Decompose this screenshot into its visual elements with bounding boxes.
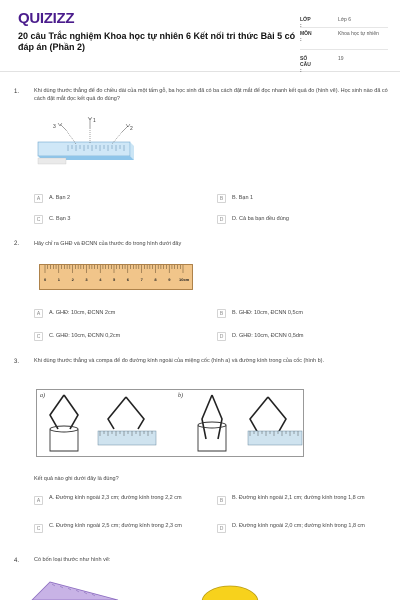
ruler-number: 0 [44, 277, 47, 282]
worksheet-header [0, 0, 400, 72]
option-letter-box[interactable]: B [217, 194, 226, 203]
rulers-figure [30, 572, 260, 600]
question-text: Hãy chỉ ra GHĐ và ĐCNN của thước đo trong hình dưới đây [34, 241, 182, 247]
option-text: A. Đường kính ngoài 2,3 cm; đường kính trong 2,2 cm [49, 495, 182, 501]
meta-subject-label: MÔN : [300, 31, 312, 43]
compass-cup-figure [36, 389, 304, 457]
figure-a-label: a) [40, 393, 45, 399]
ruler-number: 5 [113, 277, 116, 282]
option-letter-box[interactable]: C [34, 215, 43, 224]
ruler-number: 4 [99, 277, 102, 282]
question-text: Có bốn loại thước như hình vẽ: [34, 557, 111, 563]
option-letter-box[interactable]: B [217, 496, 226, 505]
meta-grade-value: Lớp 6 [338, 17, 352, 23]
option-text: B. Đường kính ngoài 2,1 cm; đường kính trong 1,8 cm [232, 495, 365, 501]
option-text: C. Bạn 3 [49, 216, 71, 222]
eye-label-2: 2 [130, 126, 133, 132]
option-letter-box[interactable]: A [34, 496, 43, 505]
meta-divider [300, 27, 388, 28]
set-square-image [32, 582, 118, 600]
option-text: B. Bạn 1 [232, 195, 254, 201]
option-text: C. GHĐ: 10cm, ĐCNN 0,2cm [49, 333, 121, 339]
option-text: D. GHĐ: 10cm, ĐCNN 0,5dm [232, 333, 304, 339]
eye-label-3: 3 [53, 124, 56, 130]
option-text: A. GHĐ: 10cm, ĐCNN 2cm [49, 310, 116, 316]
question-number: 3. [14, 359, 20, 365]
ruler-number: 2 [71, 277, 74, 282]
figure-b-label: b) [178, 393, 183, 399]
ruler-number: 1 [57, 277, 61, 282]
option-letter-box[interactable]: D [217, 524, 226, 533]
option-letter-box[interactable]: C [34, 524, 43, 533]
option-letter-box[interactable]: D [217, 215, 226, 224]
option-letter-box[interactable]: D [217, 332, 226, 341]
option-letter-box[interactable]: B [217, 309, 226, 318]
option-text: C. Đường kính ngoài 2,5 cm; đường kính trong 2,3 cm [49, 523, 182, 529]
option-letter-box[interactable]: C [34, 332, 43, 341]
worksheet-title: 20 câu Trắc nghiệm Khoa học tự nhiên 6 Kết nối tri thức Bài 5 có đáp án (Phần 2) [18, 31, 296, 52]
option-letter-box[interactable]: A [34, 194, 43, 203]
meta-divider [300, 49, 388, 50]
question-number: 4. [14, 558, 20, 564]
option-letter-box[interactable]: A [34, 309, 43, 318]
option-text: D. Cả ba bạn đều đúng [232, 216, 289, 222]
tape-measure-image [202, 586, 258, 600]
meta-grade-label: LỚP : [300, 17, 311, 29]
wood-ruler-figure [34, 114, 138, 176]
ruler-number: 3 [85, 277, 88, 282]
ruler-number: 8 [154, 277, 157, 282]
option-text: D. Đường kính ngoài 2,0 cm; đường kính trong 1,8 cm [232, 523, 365, 529]
question-subtext: Kết quả nào ghi dưới đây là đúng? [34, 476, 119, 482]
ruler-figure [39, 264, 193, 290]
option-text: A. Bạn 2 [49, 195, 71, 201]
meta-subject-value: Khoa học tự nhiên [338, 31, 379, 37]
ruler-number: 10cm [179, 277, 190, 282]
meta-count-label: SỐ CÂU : [300, 56, 311, 74]
ruler-number: 9 [168, 277, 171, 282]
eye-label-1: 1 [93, 118, 96, 124]
quizizz-logo[interactable]: QUIZIZZ [18, 10, 75, 27]
question-text: Khi dùng thước thẳng để đo chiều dài của một tấm gỗ, ba học sinh đã có ba cách đặt mắt để đọc nhanh kết quả đo (hình vẽ). Học sinh nào đã có cách đặt mắt đọc kết quả đo đúng? [34, 88, 388, 102]
question-text: Khi dùng thước thẳng và compa để đo đường kính ngoài của miệng cốc (hình a) và đường kính trong của cốc (hình b). [34, 358, 325, 364]
ruler-number: 7 [140, 277, 143, 282]
question-number: 2. [14, 241, 20, 247]
ruler-number: 6 [126, 277, 130, 282]
meta-count-value: 19 [338, 56, 344, 62]
option-text: B. GHĐ: 10cm, ĐCNN 0,5cm [232, 310, 303, 316]
question-number: 1. [14, 89, 20, 95]
